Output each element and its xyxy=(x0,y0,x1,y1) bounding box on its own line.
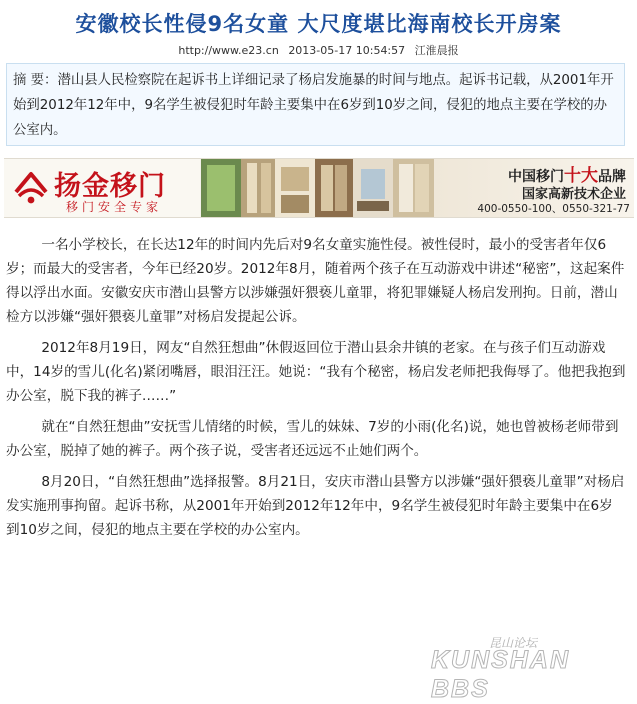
forum-watermark xyxy=(429,634,629,703)
ad-brand-name: 扬金移门 xyxy=(54,171,166,202)
article-headline: 安徽校长性侵9名女童 大尺度堪比海南校长开房案 xyxy=(75,12,562,36)
ad-slogan-line2: 国家高新技术企业 xyxy=(521,187,626,202)
ad-slogan-line1: 中国移门十大品牌 xyxy=(508,166,626,186)
source-name: 江淮晨报 xyxy=(414,44,459,57)
summary-label: 摘 要： xyxy=(13,73,58,88)
brand-logo-icon xyxy=(12,170,50,206)
watermark-en: KUNSHAN BBS xyxy=(431,646,570,703)
summary-box xyxy=(6,63,625,146)
ad-phone-numbers: 400-0550-100、0550-321-77 xyxy=(477,203,630,215)
ad-photo-strip xyxy=(201,159,434,217)
watermark-cn: 昆山论坛 xyxy=(489,636,538,650)
article-paragraph: 2012年8月19日，网友“自然狂想曲”休假返回位于潜山县余井镇的老家。在与孩子们互动游戏中，14岁的雪儿(化名)紧闭嘴唇，眼泪汪汪。她说：“我有个秘密，杨启发老师把我侮辱了。他把我抱到办公室，脱下我的裤子……” xyxy=(6,340,626,404)
ad-banner[interactable] xyxy=(4,158,634,218)
ad-brand-slogan: 移门安全专家 xyxy=(66,200,163,214)
source-url[interactable]: http://www.e23.cn xyxy=(178,44,279,57)
article-paragraph: 就在“自然狂想曲”安抚雪儿情绪的时候，雪儿的妹妹、7岁的小雨(化名)说，她也曾被杨老师带到办公室，脱掉了她的裤子。两个孩子说，受害者还远远不止她们两个。 xyxy=(6,419,619,459)
article-paragraph: 一名小学校长，在长达12年的时间内先后对9名女童实施性侵。被性侵时，最小的受害者年仅6岁；而最大的受害者，今年已经20岁。2012年8月，随着两个孩子在互动游戏中讲述“秘密”，这起案件得以浮出水面。安徽安庆市潜山县警方以涉嫌强奸猥亵儿童罪，将犯罪嫌疑人杨启发刑拘。日前，潜山检方以涉嫌“强奸猥亵儿童罪”对杨启发提起公诉。 xyxy=(6,237,625,325)
ad-logo-area xyxy=(4,159,200,217)
article-paragraph: 8月20日，“自然狂想曲”选择报警。8月21日，安庆市潜山县警方以涉嫌“强奸猥亵儿童罪”对杨启发实施刑事拘留。起诉书称，从2001年开始到2012年12年中，9名学生被侵犯时年龄主要集中在6岁到10岁之间，侵犯的地点主要在学校的办公室内。 xyxy=(6,474,625,538)
publish-datetime: 2013-05-17 10:54:57 xyxy=(288,44,406,57)
article-meta xyxy=(0,42,637,58)
article-body xyxy=(6,233,626,542)
ad-slogan-panel xyxy=(434,159,634,217)
summary-text: 潜山县人民检察院在起诉书上详细记录了杨启发施暴的时间与地点。起诉书记载，从2001年开始到2012年12年中，9名学生被侵犯时年龄主要集中在6岁到10岁之间，侵犯的地点主要在学校的办公室内。 xyxy=(13,73,614,138)
